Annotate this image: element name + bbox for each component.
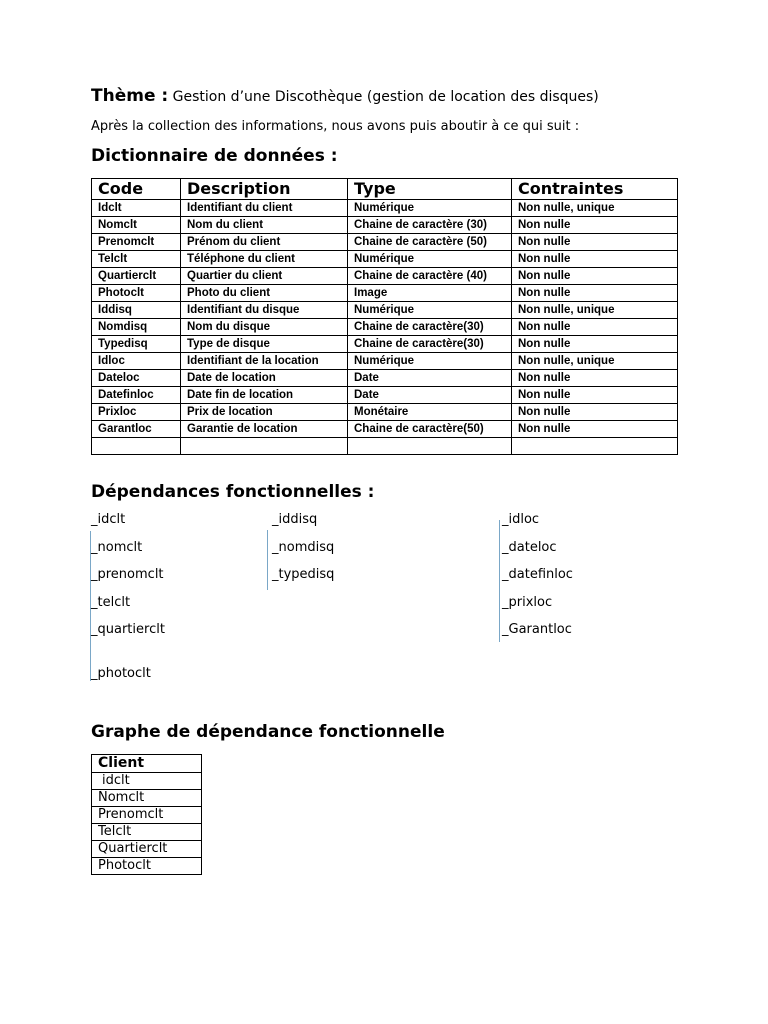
cell-contraintes: Non nulle	[512, 319, 678, 336]
cell-code: Nomclt	[92, 217, 181, 234]
cell-type: Chaine de caractère (30)	[348, 217, 512, 234]
table-row	[92, 319, 678, 336]
table-row	[92, 234, 678, 251]
cell-contraintes: Non nulle	[512, 251, 678, 268]
cell-description: Type de disque	[181, 336, 348, 353]
entity-attribute: Nomclt	[92, 790, 202, 807]
table-row	[92, 404, 678, 421]
cell-code: Photoclt	[92, 285, 181, 302]
entity-attribute: Prenomclt	[92, 807, 202, 824]
cell-type: Chaine de caractère(30)	[348, 336, 512, 353]
cell-type: Numérique	[348, 200, 512, 217]
list-item	[92, 824, 202, 841]
dep-disque-attribute: _iddisq	[272, 512, 318, 527]
cell-type: Chaine de caractère (50)	[348, 234, 512, 251]
cell-description: Identifiant de la location	[181, 353, 348, 370]
entity-attribute: idclt	[92, 773, 202, 790]
cell-type: Date	[348, 387, 512, 404]
column-header-type: Type	[348, 179, 512, 200]
entity-attribute: Telclt	[92, 824, 202, 841]
cell-contraintes	[512, 438, 678, 455]
table-row	[92, 353, 678, 370]
cell-code: Datefinloc	[92, 387, 181, 404]
cell-code: Garantloc	[92, 421, 181, 438]
dep-client-attribute: _prenomclt	[91, 567, 164, 582]
cell-type	[348, 438, 512, 455]
table-row	[92, 370, 678, 387]
table-row	[92, 438, 678, 455]
dep-disque-attribute: _nomdisq	[272, 540, 335, 555]
entity-name: Client	[92, 755, 202, 773]
dep-client-attribute: _photoclt	[91, 666, 151, 681]
column-header-contraintes: Contraintes	[512, 179, 678, 200]
cell-contraintes: Non nulle	[512, 217, 678, 234]
table-row	[92, 285, 678, 302]
cell-contraintes: Non nulle	[512, 234, 678, 251]
cell-type: Chaine de caractère(30)	[348, 319, 512, 336]
cell-contraintes: Non nulle	[512, 387, 678, 404]
cell-description: Prix de location	[181, 404, 348, 421]
cell-code: Quartierclt	[92, 268, 181, 285]
cell-description: Photo du client	[181, 285, 348, 302]
table-row	[92, 217, 678, 234]
cell-type: Chaine de caractère(50)	[348, 421, 512, 438]
dep-client-attribute: _quartierclt	[91, 622, 165, 637]
cell-type: Date	[348, 370, 512, 387]
bracket-line-location	[499, 520, 500, 642]
cell-description: Identifiant du disque	[181, 302, 348, 319]
cell-contraintes: Non nulle, unique	[512, 302, 678, 319]
dep-client-attribute: _idclt	[91, 512, 126, 527]
cell-contraintes: Non nulle	[512, 285, 678, 302]
cell-description: Nom du disque	[181, 319, 348, 336]
graph-title: Graphe de dépendance fonctionnelle	[91, 722, 445, 742]
dep-location-attribute: _dateloc	[502, 540, 557, 555]
dep-client-attribute: _nomclt	[91, 540, 143, 555]
table-row	[92, 268, 678, 285]
cell-code: Idclt	[92, 200, 181, 217]
data-dictionary-table	[91, 178, 678, 455]
cell-contraintes: Non nulle	[512, 268, 678, 285]
cell-code	[92, 438, 181, 455]
cell-contraintes: Non nulle	[512, 336, 678, 353]
cell-contraintes: Non nulle, unique	[512, 200, 678, 217]
cell-contraintes: Non nulle	[512, 404, 678, 421]
dep-disque-attribute: _typedisq	[272, 567, 335, 582]
bracket-line-disque	[267, 530, 268, 590]
table-row	[92, 421, 678, 438]
dep-location-attribute: _idloc	[502, 512, 540, 527]
cell-type: Image	[348, 285, 512, 302]
cell-code: Nomdisq	[92, 319, 181, 336]
column-header-description: Description	[181, 179, 348, 200]
cell-code: Prenomclt	[92, 234, 181, 251]
column-header-code: Code	[92, 179, 181, 200]
cell-description: Date fin de location	[181, 387, 348, 404]
client-entity-table	[91, 754, 202, 875]
list-item	[92, 807, 202, 824]
table-header-row	[92, 179, 678, 200]
entity-attribute: Quartierclt	[92, 841, 202, 858]
list-item	[92, 773, 202, 790]
dep-location-attribute: _datefinloc	[502, 567, 573, 582]
cell-description: Téléphone du client	[181, 251, 348, 268]
cell-code: Typedisq	[92, 336, 181, 353]
theme-text: Gestion d’une Discothèque (gestion de location des disques)	[172, 89, 599, 105]
list-item	[92, 790, 202, 807]
cell-code: Telclt	[92, 251, 181, 268]
cell-contraintes: Non nulle	[512, 421, 678, 438]
cell-code: Idloc	[92, 353, 181, 370]
intro-text: Après la collection des informations, nous avons puis aboutir à ce qui suit :	[91, 119, 580, 134]
table-row	[92, 251, 678, 268]
table-row	[92, 200, 678, 217]
table-row	[92, 387, 678, 404]
table-row	[92, 302, 678, 319]
cell-type: Chaine de caractère (40)	[348, 268, 512, 285]
list-item	[92, 841, 202, 858]
cell-description: Quartier du client	[181, 268, 348, 285]
cell-type: Numérique	[348, 353, 512, 370]
cell-code: Dateloc	[92, 370, 181, 387]
cell-type: Numérique	[348, 251, 512, 268]
dep-location-attribute: _prixloc	[502, 595, 553, 610]
dep-location-attribute: _Garantloc	[502, 622, 572, 637]
theme-label: Thème :	[91, 86, 169, 106]
cell-type: Monétaire	[348, 404, 512, 421]
cell-description: Identifiant du client	[181, 200, 348, 217]
cell-description: Nom du client	[181, 217, 348, 234]
cell-description	[181, 438, 348, 455]
list-item	[92, 858, 202, 875]
cell-description: Date de location	[181, 370, 348, 387]
entity-attribute: Photoclt	[92, 858, 202, 875]
cell-type: Numérique	[348, 302, 512, 319]
cell-contraintes: Non nulle, unique	[512, 353, 678, 370]
cell-description: Prénom du client	[181, 234, 348, 251]
dep-client-attribute: _telclt	[91, 595, 131, 610]
theme-line	[91, 86, 599, 106]
dependencies-title: Dépendances fonctionnelles :	[91, 482, 375, 502]
table-row	[92, 336, 678, 353]
cell-code: Iddisq	[92, 302, 181, 319]
cell-description: Garantie de location	[181, 421, 348, 438]
dictionary-title: Dictionnaire de données :	[91, 146, 338, 166]
cell-code: Prixloc	[92, 404, 181, 421]
cell-contraintes: Non nulle	[512, 370, 678, 387]
